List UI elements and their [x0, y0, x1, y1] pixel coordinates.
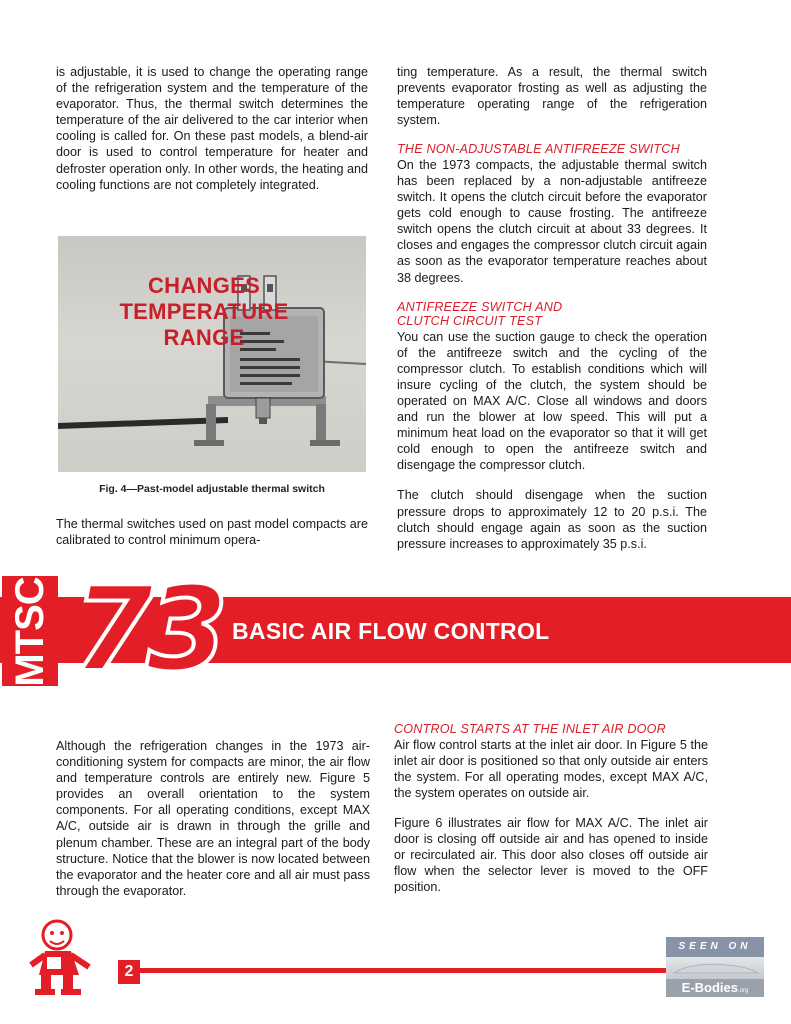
badge-top-label: SEEN ON	[666, 937, 764, 957]
right-column-bottom	[394, 722, 708, 895]
badge-site-suffix: .org	[738, 988, 749, 994]
inlet-door-paragraph-1: Air flow control starts at the inlet air door. In Figure 5 the inlet air door is positioned so that only outside air enters the system. For all operating modes, except MAX A/C, the system operates on outside air.	[394, 737, 708, 800]
inlet-door-paragraph-2: Figure 6 illustrates air flow for MAX A/C. The inlet air door is closing off outside air and has opened to inside or recirculated air. This door also closes off outside air flow when the selector lever is moved to the OFF position.	[394, 815, 708, 895]
badge-site-name: E-Bodies	[681, 980, 738, 995]
section-banner	[0, 560, 791, 698]
mascot-icon	[27, 917, 123, 997]
clutch-test-paragraph-2: The clutch should disengage when the suction pressure drops to approximately 12 to 20 p.s.i. The clutch should engage again as soon as the suction pressure increases to approximately 35 p.s.i.	[397, 488, 707, 551]
photo-overlay-label: CHANGES TEMPERATURE RANGE	[119, 273, 289, 350]
section-title: BASIC AIR FLOW CONTROL	[232, 618, 550, 644]
badge-bottom-label	[666, 979, 764, 997]
page-number: 2	[118, 960, 140, 984]
section-heading-clutch-test-line1: ANTIFREEZE SWITCH AND	[397, 299, 563, 314]
thermal-switch-photo	[58, 236, 366, 472]
air-flow-intro-paragraph: Although the refrigeration changes in the 1973 air-conditioning system for compacts are minor, the air flow and temperature controls are entirely new. Figure 5 provides an overall orientation to the system components. For all operating conditions, except MAX A/C, outside air is drawn in through the grille and plenum chamber. These are an integral part of the body structure. Notice that the blower is now located between the evaporator and the heater core and all air must pass through the evaporator.	[56, 739, 370, 898]
left-column-bottom	[56, 738, 370, 899]
left-column-after-figure	[56, 516, 368, 548]
thermal-switch-illustration	[58, 236, 366, 472]
seen-on-badge	[666, 937, 764, 997]
right-column-top	[397, 64, 707, 552]
footer-rule	[120, 968, 758, 973]
continued-paragraph: ting temperature. As a result, the thermal switch prevents evaporator frosting as well as adjusting the temperature operating range of the refrigeration system.	[397, 65, 707, 128]
intro-paragraph: is adjustable, it is used to change the operating range of the refrigeration system and the temperature of the evaporator. Thus, the thermal switch determines the temperature of the air delivered to the car interior when cooling is called for. On these past models, a blend-air door is used to control temperature for heater and defroster operation only. In other words, the heating and cooling functions are not completely integrated.	[56, 65, 369, 192]
figure-caption: Fig. 4—Past-model adjustable thermal switch	[99, 483, 325, 495]
badge-car-icon	[666, 957, 764, 979]
year-number: 73	[72, 560, 221, 698]
clutch-test-paragraph-1: You can use the suction gauge to check the operation of the antifreeze switch and the cycling of the compressor clutch. To establish conditions which will insure cycling of the clutch, the system should be operated on MAX A/C. Close all windows and doors and run the blower at low speed. This will put a minimum heat load on the evaporator so that it will get cold enough to open the antifreeze switch and disengage the compressor clutch.	[397, 329, 707, 473]
series-label: MTSC	[8, 577, 52, 687]
antifreeze-switch-paragraph: On the 1973 compacts, the adjustable thermal switch has been replaced by a non-adjustable antifreeze switch. It opens the clutch circuit before the evaporator gets cold enough to cause frosting. The antifreeze switch opens the clutch circuit at about 33 degrees. It closes and engages the compressor clutch circuit again as soon as the evaporator temperature reaches about 38 degrees.	[397, 157, 707, 285]
after-figure-paragraph: The thermal switches used on past model compacts are calibrated to control minimum opera-	[56, 517, 368, 548]
left-column-top	[56, 64, 368, 193]
section-heading-antifreeze-switch: THE NON-ADJUSTABLE ANTIFREEZE SWITCH	[397, 142, 680, 157]
section-heading-clutch-test-line2: CLUTCH CIRCUIT TEST	[397, 314, 543, 329]
section-heading-inlet-air-door: CONTROL STARTS AT THE INLET AIR DOOR	[394, 722, 666, 736]
